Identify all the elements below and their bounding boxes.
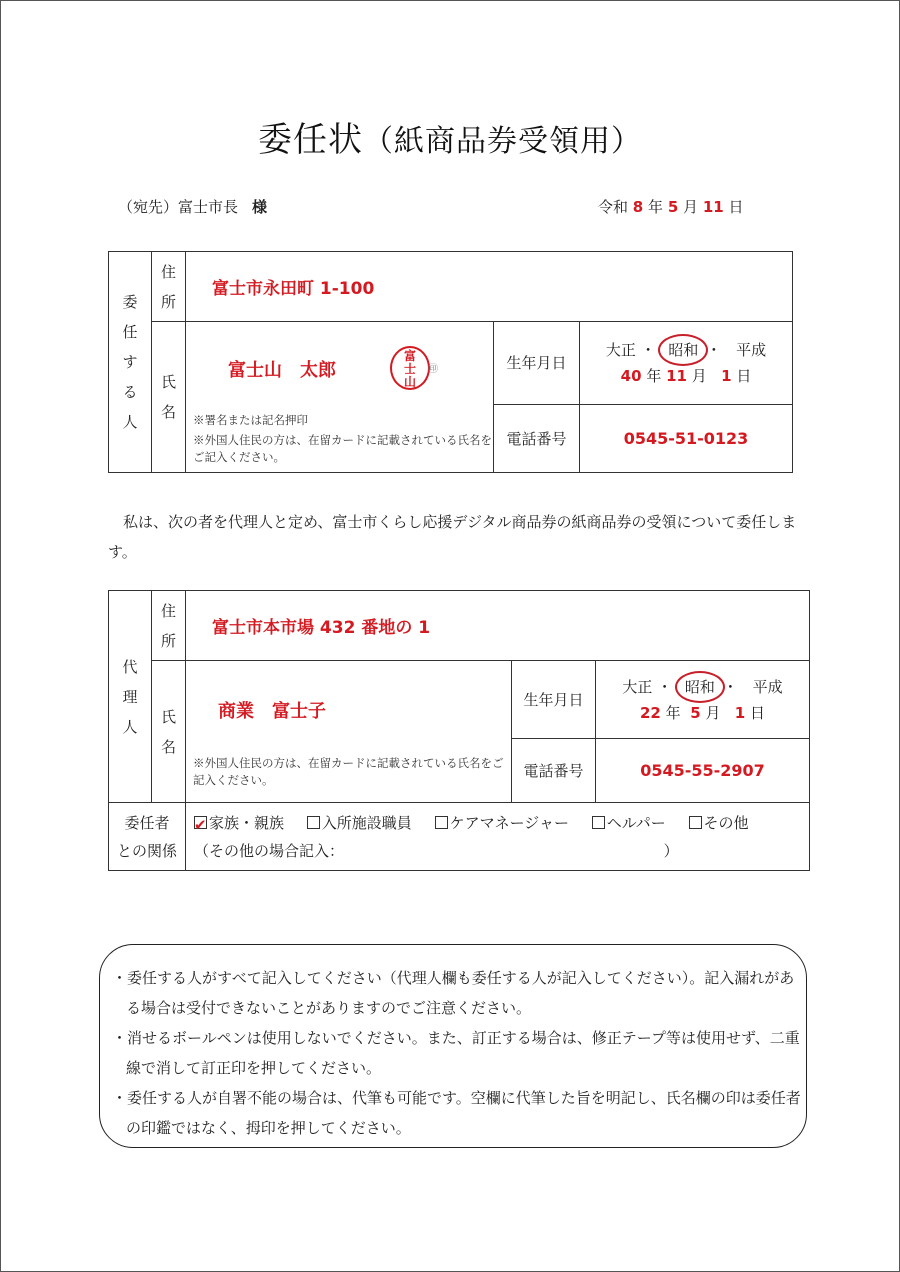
era-option-showa-selected[interactable]: 昭和 (658, 334, 708, 366)
era-option-taisho[interactable]: 大正 (622, 677, 653, 696)
delegator-phone-field[interactable] (580, 404, 793, 472)
month-unit: 月 (705, 703, 721, 722)
label-char: 名 (160, 403, 176, 421)
label-char: 人 (122, 717, 138, 736)
agent-birth-field[interactable] (596, 661, 810, 739)
label-char: 任 (122, 323, 138, 341)
option-label: 入所施設職員 (321, 813, 412, 832)
relationship-options (194, 809, 809, 837)
label-char: 住 (160, 262, 176, 281)
date-year[interactable]: 8 (632, 198, 644, 216)
label-char: 所 (160, 292, 176, 311)
label-char: 理 (122, 687, 138, 706)
date-month-unit: 月 (683, 198, 699, 216)
delegator-name-note-2: ※外国人住民の方は、在留カードに記載されている氏名をご記入ください。 (193, 433, 492, 464)
label-char: 氏 (160, 373, 176, 391)
agent-phone-label: 電話番号 (512, 739, 596, 803)
month-unit: 月 (691, 366, 707, 385)
option-label: 家族・親族 (209, 813, 285, 832)
option-label: その他 (703, 813, 749, 832)
delegator-era-selector[interactable]: 大正 ・ 昭和 ・ 平成 (580, 337, 792, 363)
document-date (598, 196, 744, 217)
seal-stamp (390, 346, 430, 390)
era-option-showa-selected[interactable]: 昭和 (675, 671, 725, 703)
era-option-heisei[interactable]: 平成 (752, 677, 783, 696)
delegator-name-value: 富士山 太郎 (228, 360, 336, 381)
date-day[interactable]: 11 (702, 198, 724, 216)
year-unit: 年 (665, 703, 681, 722)
delegator-address-label (152, 252, 186, 322)
label-char: 人 (122, 413, 138, 431)
other-suffix: ） (663, 841, 679, 860)
addressee (118, 196, 267, 217)
agent-address-field[interactable] (186, 591, 810, 661)
agent-phone-field[interactable] (596, 739, 810, 803)
agent-table (108, 590, 810, 871)
stamp-char: 山 (403, 375, 416, 389)
agent-birth-label: 生年月日 (512, 661, 596, 739)
delegator-birth-month: 11 (666, 366, 687, 385)
label-char: 住 (160, 601, 176, 620)
agent-birth-month: 5 (690, 703, 701, 722)
title-sub: （紙商品券受領用） (363, 124, 642, 159)
delegator-table (108, 251, 793, 473)
agent-birth-year: 22 (640, 703, 661, 722)
relationship-option-facility-staff[interactable] (307, 814, 412, 832)
addressee-honorific: 様 (252, 198, 268, 216)
label-char: 代 (122, 657, 138, 676)
era-option-heisei[interactable]: 平成 (736, 340, 767, 359)
delegator-birth-year: 40 (620, 366, 642, 385)
checkbox-checked-icon[interactable] (194, 816, 207, 829)
document-title (0, 112, 900, 161)
agent-address-value: 富士市本市場 432 番地の 1 (212, 618, 431, 638)
checkbox-icon[interactable] (689, 816, 702, 829)
relationship-option-family[interactable] (194, 814, 284, 832)
date-day-unit: 日 (728, 198, 744, 216)
label-char: 氏 (160, 707, 176, 726)
year-unit: 年 (646, 366, 662, 385)
notice-box (99, 944, 807, 1148)
delegator-name-note-1: ※署名または記名押印 (193, 413, 308, 427)
relationship-label-line1: 委任者 (124, 813, 170, 832)
option-label: ケアマネージャー (449, 813, 569, 832)
label-char: 所 (160, 631, 176, 650)
delegator-birth-field[interactable] (580, 322, 793, 405)
relationship-label-line2: との関係 (116, 841, 177, 860)
delegator-phone-value: 0545-51-0123 (623, 428, 749, 448)
label-char: す (122, 353, 138, 371)
relationship-other-input[interactable] (194, 837, 809, 865)
stamp-char: 士 (403, 362, 416, 376)
delegator-address-value: 富士市永田町 1-100 (212, 279, 375, 299)
delegator-phone-label: 電話番号 (494, 404, 580, 472)
agent-name-field[interactable] (186, 661, 512, 803)
checkbox-icon[interactable] (435, 816, 448, 829)
title-main: 委任状 (258, 120, 363, 160)
delegation-statement (108, 507, 808, 567)
agent-name-note: ※外国人住民の方は、在留カードに記載されている氏名をご記入ください。 (193, 756, 504, 787)
seal-mark-icon: ㊞ (428, 364, 438, 375)
agent-name-value: 商業 富士子 (218, 701, 326, 722)
agent-era-selector[interactable]: 大正 ・ 昭和 ・ 平成 (596, 674, 809, 700)
date-month[interactable]: 5 (667, 198, 679, 216)
agent-address-label (152, 591, 186, 661)
date-era: 令和 (598, 198, 629, 216)
notice-item: ・委任する人がすべて記入してください（代理人欄も委任する人が記入してください）。記入漏れがある場合は受付できないことがありますのでご注意ください。 (112, 969, 795, 1017)
delegator-address-field[interactable] (186, 252, 793, 322)
notice-item: ・委任する人が自署不能の場合は、代筆も可能です。空欄に代筆した旨を明記し、氏名欄の印は委任者の印鑑ではなく、拇印を押してください。 (112, 1089, 801, 1137)
day-unit: 日 (736, 366, 752, 385)
agent-birth-day: 1 (734, 703, 746, 722)
delegator-section-label (109, 252, 152, 473)
option-label: ヘルパー (606, 813, 666, 832)
era-option-taisho[interactable]: 大正 (605, 340, 636, 359)
checkbox-icon[interactable] (307, 816, 320, 829)
relationship-field (186, 803, 810, 871)
other-prefix: （その他の場合記入： (194, 841, 345, 860)
addressee-prefix: （宛先）富士市長 (118, 198, 239, 216)
stamp-char: 富 (403, 349, 416, 363)
agent-name-label (152, 661, 186, 803)
notice-item: ・消せるボールペンは使用しないでください。また、訂正する場合は、修正テープ等は使用せず、二重線で消して訂正印を押してください。 (112, 1029, 800, 1077)
delegator-birth-label: 生年月日 (494, 322, 580, 405)
relationship-option-other[interactable] (689, 814, 749, 832)
relationship-label (109, 803, 186, 871)
agent-section-label (109, 591, 152, 803)
label-char: 委 (122, 293, 138, 311)
statement-text: 私は、次の者を代理人と定め、富士市くらし応援デジタル商品券の紙商品券の受領について委任します。 (108, 513, 797, 561)
checkbox-icon[interactable] (592, 816, 605, 829)
date-year-unit: 年 (648, 198, 664, 216)
relationship-option-care-manager[interactable] (435, 814, 569, 832)
relationship-option-helper[interactable] (592, 814, 666, 832)
delegator-name-label (152, 322, 186, 473)
day-unit: 日 (749, 703, 765, 722)
delegator-name-field[interactable] (186, 322, 494, 473)
label-char: る (122, 383, 138, 401)
label-char: 名 (160, 737, 176, 756)
agent-phone-value: 0545-55-2907 (640, 761, 765, 780)
delegator-birth-day: 1 (721, 366, 732, 385)
